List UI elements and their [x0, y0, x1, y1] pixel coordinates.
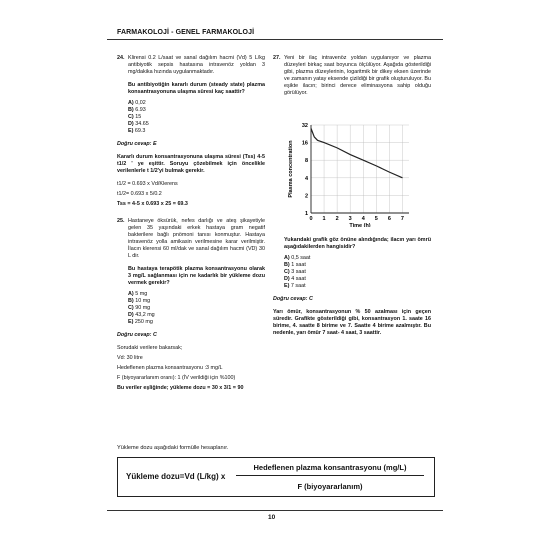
chart-axes — [311, 125, 409, 213]
formula-numerator: Hedeflenen plazma konsantrasyonu (mg/L) — [253, 463, 407, 472]
x-tick-label: 7 — [400, 216, 404, 222]
chart-grid — [311, 125, 409, 213]
explanation-25-5: Bu veriler eşliğinde; yükleme dozu = 30 x 3/1 = 90 — [117, 385, 244, 391]
page-number: 10 — [268, 514, 276, 521]
question-24-prompt: Bu antibiyotiğin kararlı durum (steady state) plazma konsantrasyonuna ulaşma süresi kaç saattir? — [128, 82, 265, 95]
option-d: D) 34.65 — [128, 121, 149, 127]
answer-25: Doğru cevap: C — [117, 332, 157, 338]
left-column — [117, 55, 265, 392]
y-axis-label: Plasma concentration — [288, 140, 294, 198]
question-24-text: Klirensi 0.2 L/saat ve sanal dağılım hacmi (Vd) 5 L/kg antibiyotik sepsis hastasına intravenöz yoldan 3 mg/dakika hızında uygulanmaktadır. — [128, 55, 265, 75]
y-tick-label: 2 — [304, 193, 308, 200]
x-tick-label: 4 — [361, 216, 365, 222]
question-25-prompt: Bu hastaya terapötik plazma konsantrasyonu olarak 3 mg/L sağlanması için ne kadarlık bir yükleme dozu vermek gerekir? — [128, 266, 265, 286]
question-24-number: 24. — [117, 55, 125, 61]
formula-denominator: F (biyoyararlanım) — [297, 482, 363, 491]
question-27-options — [273, 255, 431, 290]
x-tick-label: 2 — [335, 216, 339, 222]
formula-left: Yükleme dozu=Vd (L/kg) x — [126, 472, 226, 481]
option-d: D) 4 saat — [284, 276, 306, 282]
option-a: A) 0,5 saat — [284, 255, 311, 261]
formula-intro: Yükleme dozu aşağıdaki formülle hesaplanır. — [117, 445, 229, 451]
y-tick-label: 8 — [304, 158, 308, 165]
formula-fraction-bar — [236, 475, 424, 476]
option-d: D) 43,2 mg — [128, 312, 155, 318]
answer-24: Doğru cevap: E — [117, 141, 157, 147]
x-axis-label: Time (h) — [349, 223, 371, 227]
footer-rule — [107, 510, 443, 511]
question-25-number: 25. — [117, 218, 125, 224]
option-e: E) 69.3 — [128, 128, 146, 134]
y-tick-label: 1 — [304, 211, 308, 217]
calc-24-2: t1/2= 0.693 x 5/0.2 — [117, 191, 162, 197]
explanation-25-4: F (biyoyararlanım oranı): 1 (İV verildiği için %100) — [117, 375, 236, 381]
option-a: A) 0,02 — [128, 100, 146, 106]
page-header: FARMAKOLOJİ - GENEL FARMAKOLOJİ — [117, 29, 255, 36]
question-25-text: Hastaneye öksürük, nefes darlığı ve ateş şikayetiyle gelen 35 yaşındaki erkek hastaya gram negatif bakterilere bağlı pnömoni tanısı konmuştur. Hastaya intravenöz yolla amikasin verilmesine karar verilmiştir. İlacın klerensi 60 ml/dak ve sanal dağılım hacmi (VD) 30 L dir. — [128, 218, 265, 259]
question-27-text: Yeni bir ilaç intravenöz yoldan uygulanıyor ve plazma düzeyleri birkaç saat boyunca ölçülüyor. Aşağıda gösterildiği gibi, plazma düzeylerinin, logaritmik bir dikey eksen üzerinde ve zamanın yatay eksende çizildiği bir grafik oluşturuluyor. Bu eşikte ilacın; birinci derece eliminasyona sahip olduğu görülüyor. — [284, 55, 431, 96]
option-b: B) 1 saat — [284, 262, 306, 268]
concentration-line — [311, 128, 402, 177]
question-24-options — [117, 100, 265, 135]
y-tick-label: 16 — [301, 140, 308, 147]
option-e: E) 250 mg — [128, 319, 153, 325]
option-b: B) 10 mg — [128, 298, 151, 304]
right-column — [273, 55, 431, 97]
chart-ticks — [302, 123, 404, 222]
x-tick-label: 5 — [374, 216, 378, 222]
option-c: C) 3 saat — [284, 269, 306, 275]
option-b: B) 6.93 — [128, 107, 146, 113]
x-tick-label: 1 — [322, 216, 326, 222]
question-27 — [273, 55, 431, 97]
question-24 — [117, 55, 265, 96]
question-25 — [117, 218, 265, 287]
option-e: E) 7 saat — [284, 283, 306, 289]
option-c: C) 90 mg — [128, 305, 151, 311]
x-tick-label: 0 — [309, 216, 313, 222]
x-tick-label: 6 — [387, 216, 391, 222]
header-rule — [107, 39, 443, 40]
explanation-25-2: Vd: 30 litre — [117, 355, 143, 361]
concentration-chart — [283, 117, 413, 227]
answer-27: Doğru cevap: C — [273, 296, 313, 302]
explanation-25-1: Sorudaki verilere bakarsak; — [117, 345, 183, 351]
option-c: C) 15 — [128, 114, 142, 120]
question-27-bottom — [273, 237, 431, 337]
explanation-25-3: Hedeflenen plazma konsantrasyonu :3 mg/L — [117, 365, 223, 371]
question-25-options — [117, 291, 265, 326]
calc-24-3: Tss = 4-5 x 0.693 x 25 = 69.3 — [117, 201, 188, 207]
question-27-prompt: Yukarıdaki grafik göz önüne alındığında; ilacın yarı ömrü aşağıdakilerden hangisidir? — [284, 237, 431, 250]
x-tick-label: 3 — [348, 216, 352, 222]
formula-box — [117, 457, 435, 497]
explanation-24: Kararlı durum konsantrasyonuna ulaşma süresi (Tss) 4-5 t1/2 ' ye eşittir. Soruyu çözebilmek için öncelikle verilenlerle t 1/2'yi bulmak gerekir. — [117, 154, 265, 174]
option-a: A) 5 mg — [128, 291, 148, 297]
y-tick-label: 4 — [304, 175, 308, 182]
explanation-27: Yarı ömür, konsantrasyonun % 50 azalması için geçen süredir. Grafikte gösterildiği gibi, konsantrasyon 1. saate 16 birime, 4. saatte 8 birime ve 7. Saatte 4 birime azalmıştır. Bu nedenle, yarı ömür 7 saat- 4 saat, 3 saattir. — [273, 309, 431, 336]
question-27-number: 27. — [273, 55, 281, 61]
y-tick-label: 32 — [301, 123, 308, 129]
calc-24-1: t1/2 = 0.693 x Vd/Klerens — [117, 181, 178, 187]
